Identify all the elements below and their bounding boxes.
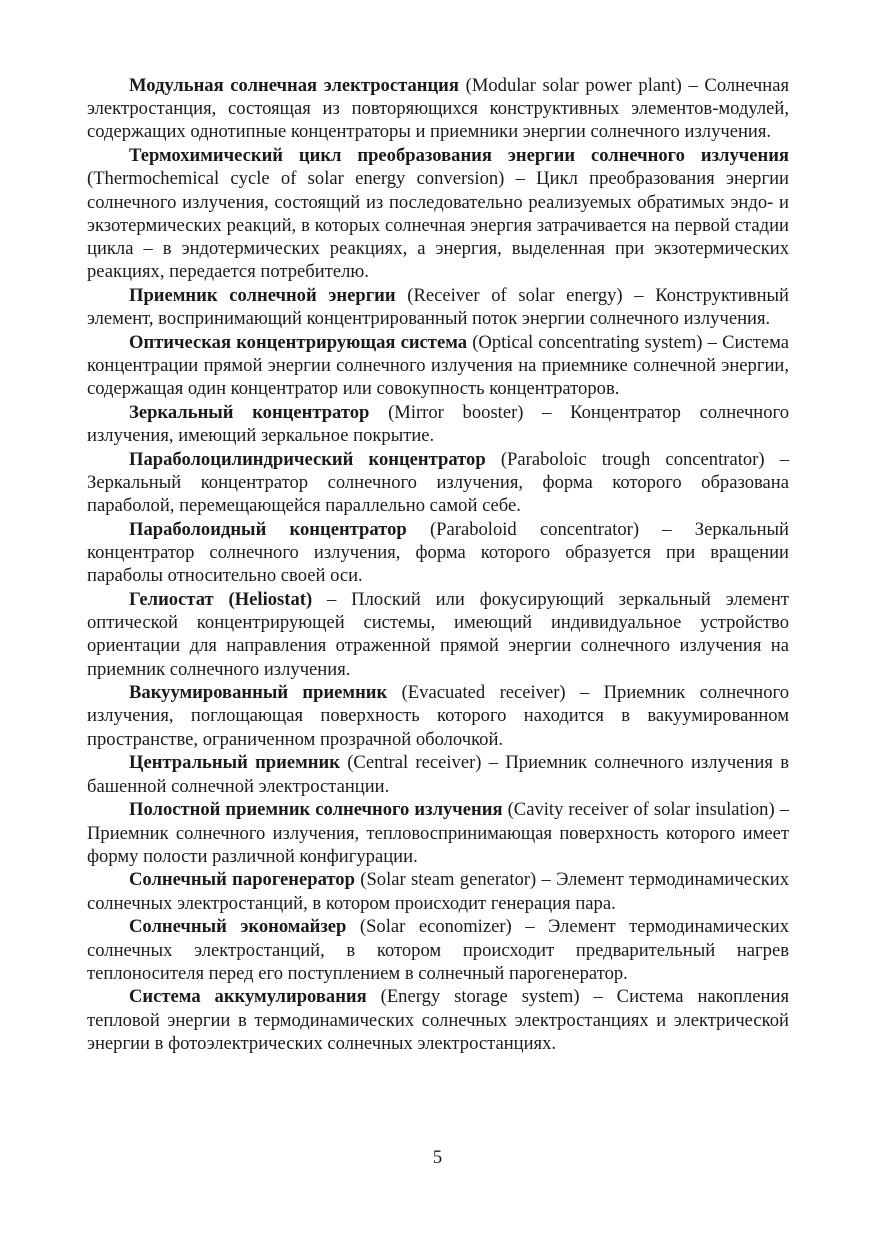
glossary-entry-thermochemical-cycle	[87, 144, 789, 283]
entry-term: Параболоидный концентратор	[129, 518, 407, 540]
glossary-entry-central-receiver	[87, 751, 789, 797]
entry-term: Система аккумулирования	[129, 986, 367, 1008]
glossary-entry-storage-system	[87, 985, 789, 1055]
entry-definition: (Evacuated receiver) – Приемник солнечного излучения, поглощающая поверхность которого находится в вакуумированном пространстве, ограниченном прозрачной оболочкой.	[87, 682, 789, 750]
entry-term: Термохимический цикл преобразования энергии солнечного излучения	[129, 145, 789, 167]
entry-definition: (Receiver of solar energy) – Конструктивный элемент, воспринимающий концентрированный поток энергии солнечного излучения.	[87, 284, 789, 330]
entry-definition: – Плоский или фокусирующий зеркальный элемент оптической концентрирующей системы, имеющий индивидуальное устройство ориентации для направления отраженной прямой энергии солнечного излучения на приемник солнечного излучения.	[87, 588, 789, 680]
glossary-entry-cavity-receiver	[87, 798, 789, 868]
entry-term: Вакуумированный приемник	[129, 682, 388, 704]
glossary-entry-trough-concentrator	[87, 448, 789, 518]
glossary-entry-evacuated-receiver	[87, 681, 789, 751]
entry-definition: (Paraboloic trough concentrator) – Зеркальный концентратор солнечного излучения, форма которого образована параболой, перемещающейся параллельно самой себе.	[87, 448, 790, 517]
entry-definition: (Cavity receiver of solar insulation) – Приемник солнечного излучения, тепловоспринимающая поверхность которого имеет форму полости различной конфигурации.	[87, 799, 790, 867]
entry-term: Гелиостат (Heliostat)	[129, 588, 313, 610]
entry-term: Приемник солнечной энергии	[129, 284, 396, 306]
entry-term: Центральный приемник	[129, 752, 340, 774]
entry-definition: (Solar economizer) – Элемент термодинамических солнечных электростанций, в котором происходит предварительный нагрев теплоносителя перед его поступлением в солнечный парогенератор.	[87, 916, 790, 984]
entry-term: Модульная солнечная электростанция	[129, 75, 459, 96]
entry-definition: (Energy storage system) – Система накопления тепловой энергии в термодинамических солнечных электростанциях и электрической энергии в фотоэлектрических солнечных электростанциях.	[87, 986, 789, 1054]
glossary-entry-modular-plant	[87, 74, 789, 144]
glossary-entry-mirror-booster	[87, 401, 789, 447]
glossary-entry-solar-receiver	[87, 284, 789, 330]
entry-term: Полостной приемник солнечного излучения	[129, 799, 503, 821]
entry-term: Солнечный экономайзер	[129, 916, 347, 938]
entry-term: Зеркальный концентратор	[129, 401, 370, 423]
entry-term: Параболоцилиндрический концентратор	[129, 448, 486, 470]
glossary-entry-heliostat	[87, 588, 789, 681]
entry-term: Оптическая концентрирующая система	[129, 331, 468, 353]
entry-definition: (Modular solar power plant) – Солнечная электростанция, состоящая из повторяющихся конструктивных элементов-модулей, содержащих однотипные концентраторы и приемники энергии солнечного излучения.	[87, 75, 790, 143]
glossary-entry-steam-generator	[87, 868, 789, 914]
entry-definition: (Mirror booster) – Концентратор солнечного излучения, имеющий зеркальное покрытие.	[87, 401, 790, 447]
entry-definition: (Solar steam generator) – Элемент термодинамических солнечных электростанций, в котором происходит генерация пара.	[87, 869, 789, 914]
entry-definition: (Optical concentrating system) – Система концентрации прямой энергии солнечного излучения на приемнике солнечной энергии, содержащая один концентратор или совокупность концентраторов.	[87, 331, 789, 400]
entry-definition: (Thermochemical cycle of solar energy conversion) – Цикл преобразования энергии солнечного излучения, состоящий из последовательно реализуемых обратимых эндо- и экзотермических реакций, в которых солнечная энергия затрачивается на первой стадии цикла – в эндотермических реакциях, а энергия, выделенная при экзотермических реакциях, передается потребителю.	[87, 168, 789, 283]
glossary-entry-solar-economizer	[87, 915, 789, 985]
entry-definition: (Paraboloid concentrator) – Зеркальный концентратор солнечного излучения, форма которого образуется при вращении параболы относительно своей оси.	[87, 518, 789, 587]
glossary-entry-optical-system	[87, 331, 789, 401]
page-number: 5	[432, 1147, 443, 1168]
glossary-entry-paraboloid-concentrator	[87, 518, 789, 588]
entry-term: Солнечный парогенератор	[129, 869, 355, 891]
document-page	[87, 74, 789, 1056]
entry-definition: (Central receiver) – Приемник солнечного излучения в башенной солнечной электростанции.	[87, 752, 789, 797]
